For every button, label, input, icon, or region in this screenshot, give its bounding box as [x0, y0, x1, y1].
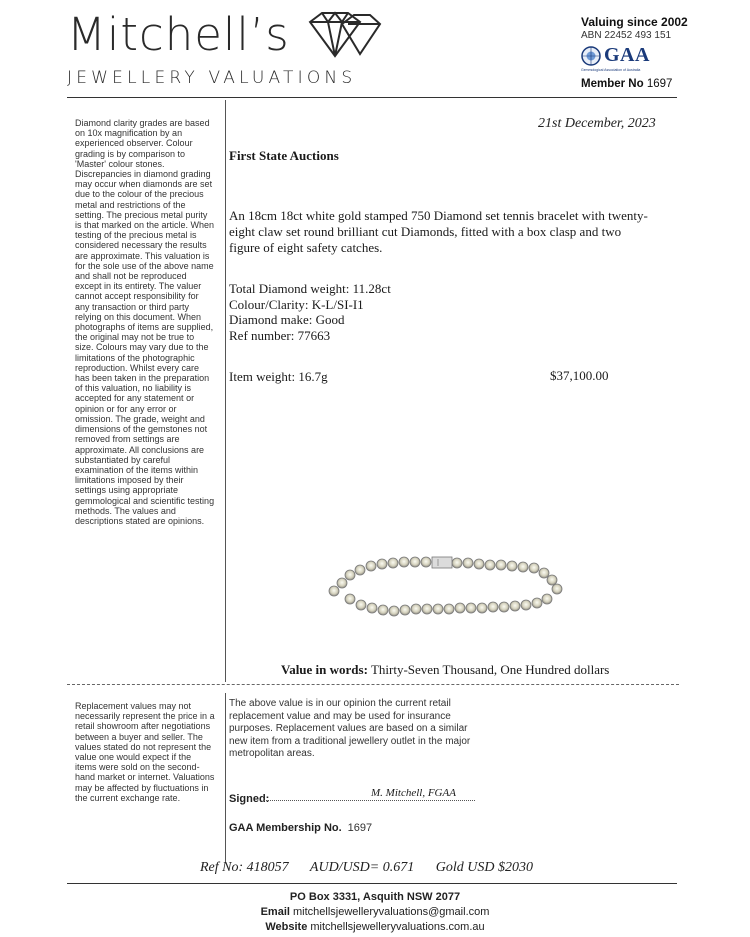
footer-email: [0, 906, 750, 918]
brand-subtitle: JEWELLERY VALUATIONS: [67, 68, 357, 88]
gaa-globe-icon: [581, 46, 601, 66]
value-in-words: [281, 662, 609, 678]
valuing-since: Valuing since 2002: [581, 15, 688, 29]
diamond-logo-icon: [302, 10, 382, 60]
gaa-membership: [229, 822, 372, 834]
value-words-text: Thirty-Seven Thousand, One Hundred dollars: [370, 662, 610, 677]
website-value[interactable]: mitchellsjewelleryvaluations.com.au: [310, 921, 485, 933]
member-label: Member No: [581, 78, 644, 90]
client-name: First State Auctions: [229, 148, 339, 163]
header-rule: [67, 97, 677, 98]
gaa-membership-value: 1697: [347, 822, 373, 834]
spec-total-weight: Total Diamond weight: 11.28ct: [229, 281, 391, 296]
brand-name: Mitchell’s: [67, 8, 290, 61]
website-label: Website: [265, 921, 308, 933]
value-words-label: Value in words:: [281, 662, 368, 677]
spec-diamond-make: Diamond make: Good: [229, 312, 345, 327]
side-divider-lower: [225, 693, 226, 863]
email-value[interactable]: mitchellsjewelleryvaluations@gmail.com: [293, 906, 490, 918]
gaa-membership-label: GAA Membership No.: [229, 822, 342, 834]
side-note-disclaimer: Diamond clarity grades are based on 10x magnification by an experienced observer. Colour grading is by comparison to 'Master' colour stones. Discrepancies in diamond grading may occur when diamonds are set due to the colour of the precious metal and restrictions of the setting. The precious metal purity is that marked on the article. When testing of the precious metal is considered necessary the results are approximate. This valuation is for the sole use of the above name and shall not be reproduced except in its entirety. The valuer cannot accept responsibility for any transaction or third party relying on this document. When photographs of items are supplied, the original may not be true to size. Colours may vary due to the limitations of the photographic reproduction. Whilst every care has been taken in the preparation of this valuation, no liability is accepted for any statement or opinion or for any error or omission. The grade, weight and dimensions of the gemstones not removed from settings are approximate. All conclusions are substantiated by careful examination of the items within limitations imposed by their settings using appropriate gemmological and scientific testing methods. The values and descriptions stated are opinions.: [75, 118, 215, 526]
footer-address: PO Box 3331, Asquith NSW 2077: [289, 891, 461, 903]
gold-price: Gold USD $2030: [435, 860, 533, 875]
item-description: An 18cm 18ct white gold stamped 750 Diamond set tennis bracelet with twenty-eight claw set round brilliant cut Diamonds, fitted with a box clasp and two figure of eight safety catches.: [229, 208, 648, 255]
gaa-logo-text: GAA: [604, 44, 650, 66]
aud-usd-rate: AUD/USD= 0.671: [309, 860, 415, 875]
item-specs: [229, 281, 391, 343]
abn-number: ABN 22452 493 151: [581, 30, 672, 41]
valuation-date: 21st December, 2023: [538, 116, 656, 131]
dashed-divider: [67, 684, 679, 685]
email-label: Email: [260, 906, 290, 918]
member-number: [581, 78, 672, 90]
reference-line: [200, 860, 551, 876]
signed-label: Signed:: [229, 793, 270, 805]
side-note-replacement: Replacement values may not necessarily represent the price in a retail showroom after negotiations between a buyer and seller. The values stated do not represent the value one would expect if the items were sold on the second-hand market or internet. Valuations may be affected by fluctuations in the current exchange rate.: [75, 701, 215, 803]
footer-rule: [67, 883, 677, 884]
footer-website: [0, 921, 750, 933]
spec-colour-clarity: Colour/Clarity: K-L/SI-I1: [229, 296, 364, 312]
spec-ref-number: Ref number: 77663: [229, 327, 331, 343]
item-price: $37,100.00: [550, 368, 609, 383]
signatory-name: M. Mitchell, FGAA: [371, 787, 456, 799]
signature-line: [263, 800, 475, 801]
retail-value-note: The above value is in our opinion the current retail replacement value and may be used for insurance purposes. Replacement values are based on a similar new item from a traditional jewellery outlet in the major metropolitan areas.: [229, 698, 471, 759]
item-weight: Item weight: 16.7g: [229, 369, 328, 384]
gaa-tagline: Gemmological Association of Australia: [581, 68, 641, 72]
bracelet-photo: [320, 553, 570, 623]
ref-no: Ref No: 418057: [200, 860, 289, 875]
member-value: 1697: [646, 78, 673, 90]
side-divider: [225, 100, 226, 682]
